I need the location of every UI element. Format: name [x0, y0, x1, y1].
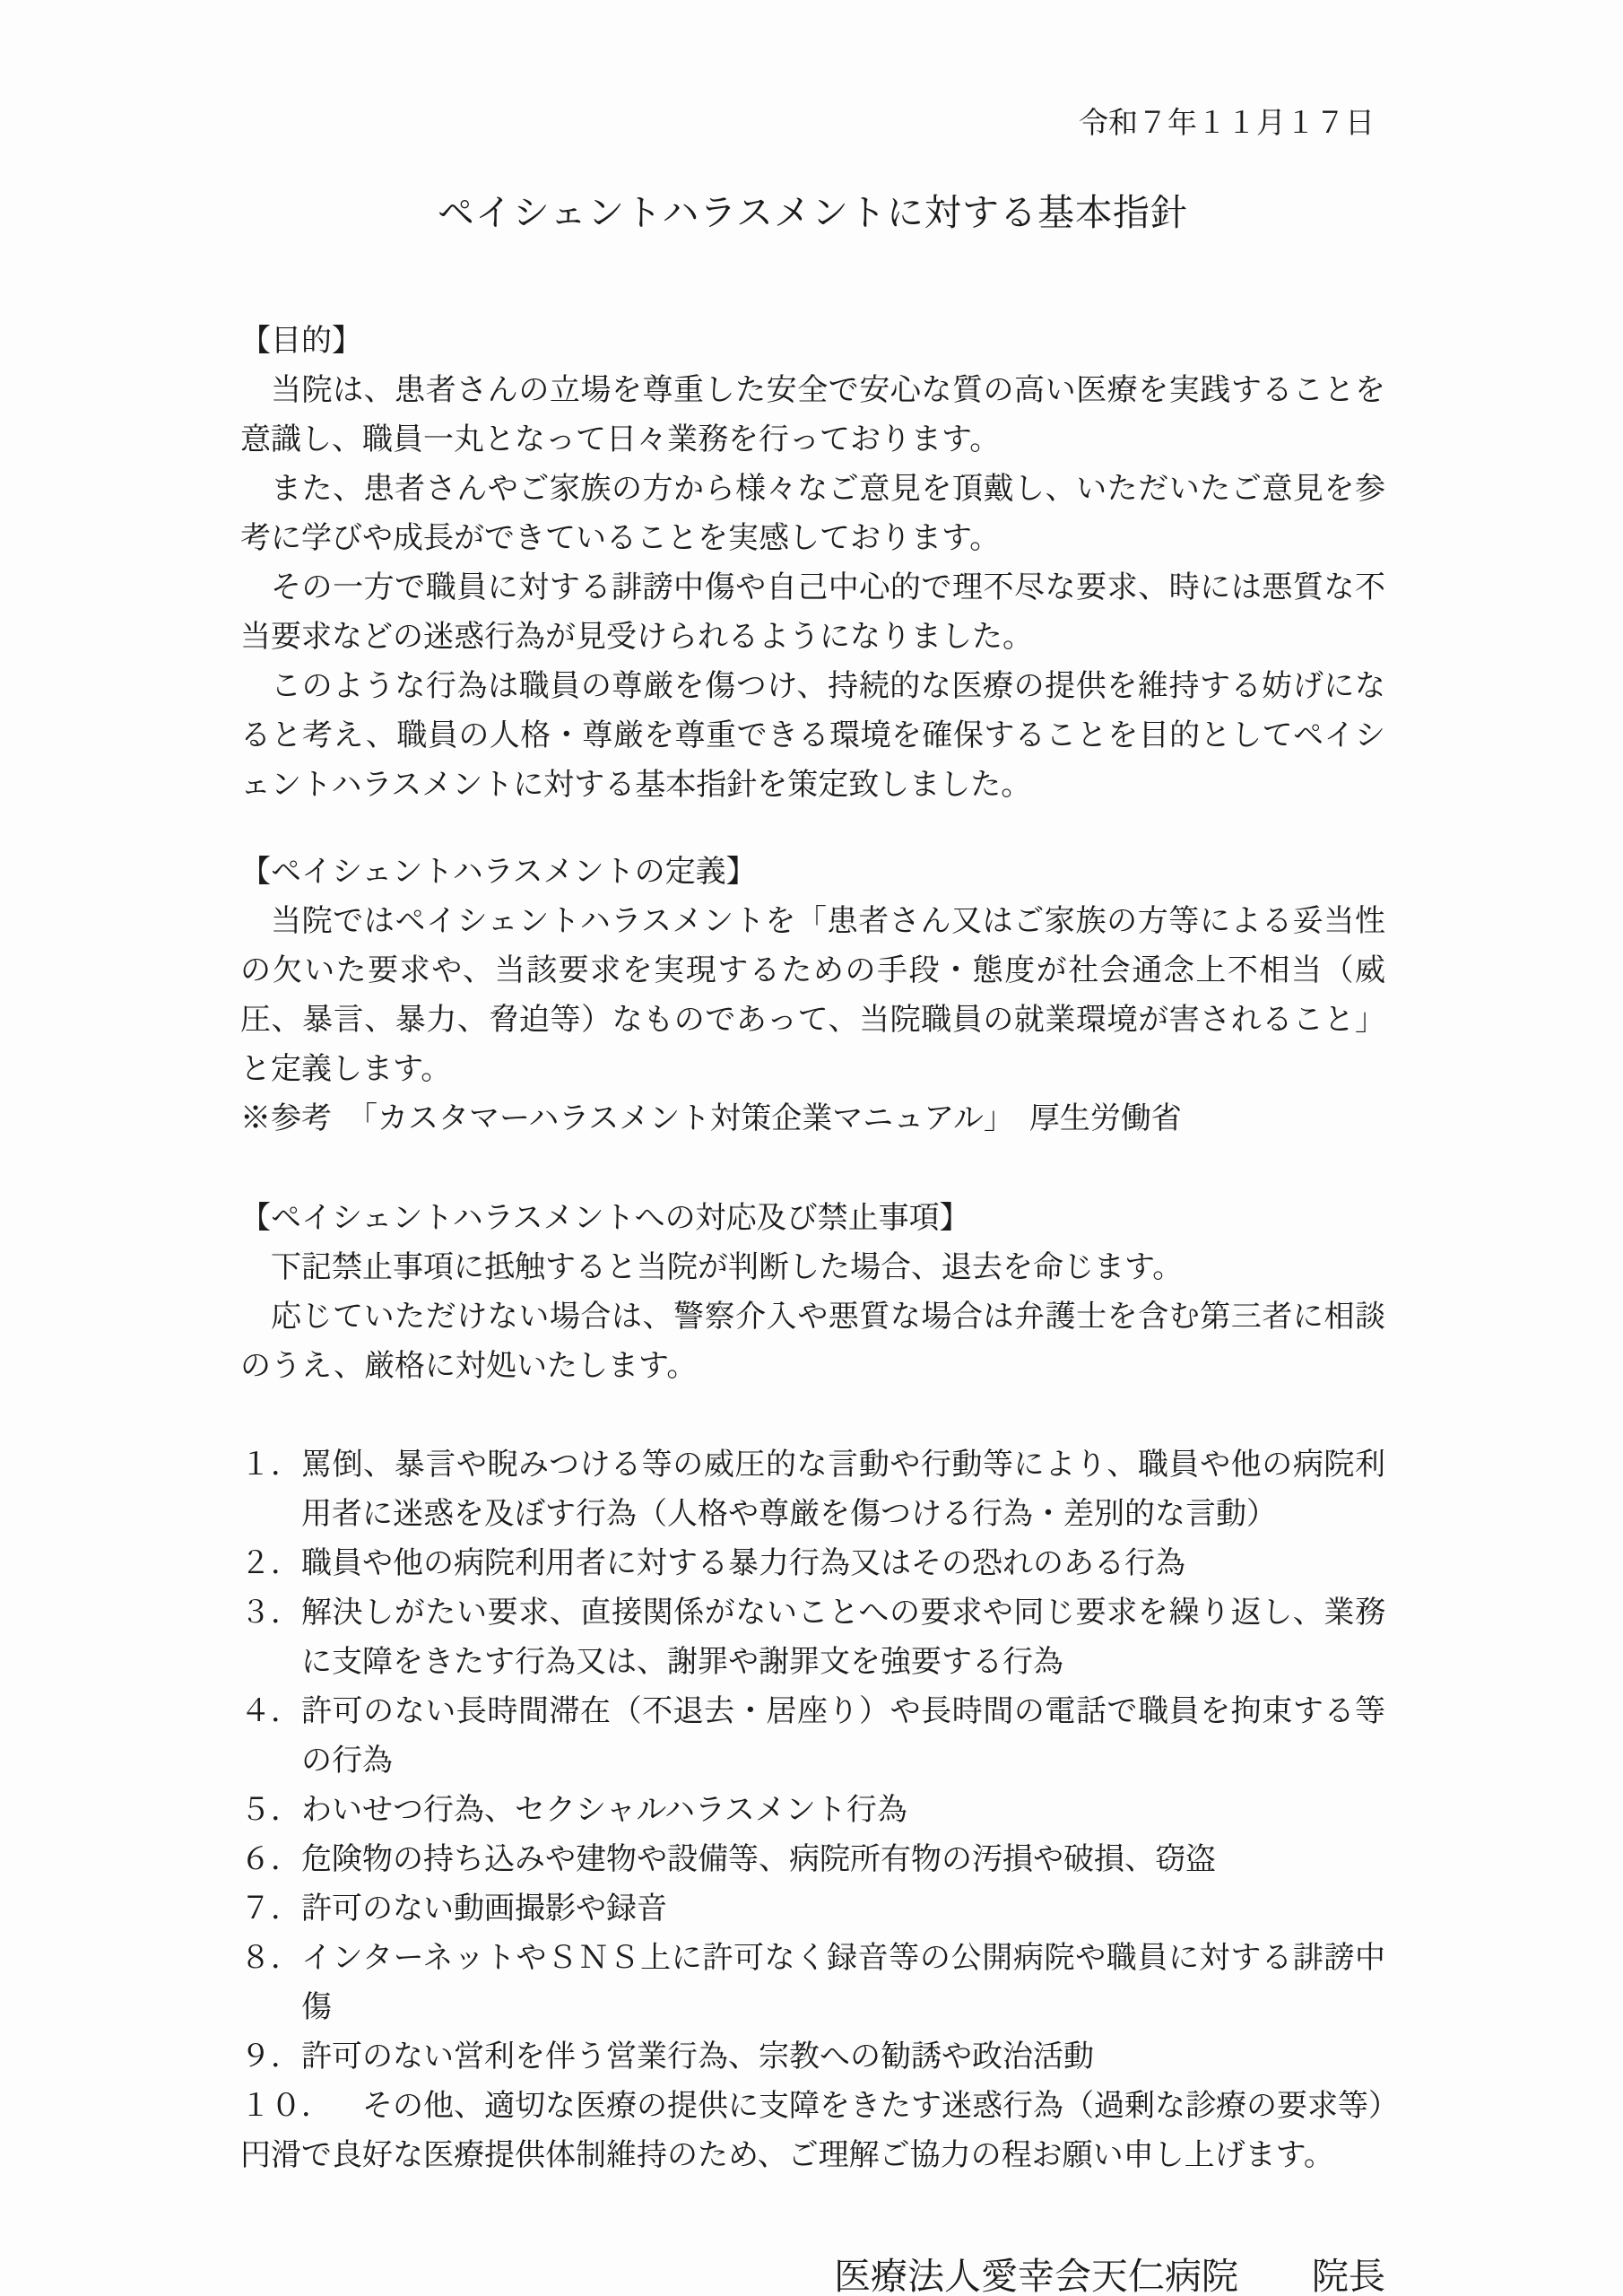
- list-item: [240, 1786, 1385, 1835]
- list-item-text: 許可のない長時間滞在（不退去・居座り）や長時間の電話で職員を拘束する等の行為: [301, 1695, 1385, 1778]
- list-item-number: ３．: [240, 1596, 301, 1630]
- list-item-text: 職員や他の病院利用者に対する暴力行為又はその恐れのある行為: [301, 1547, 1185, 1580]
- signature-line: 医療法人愛幸会天仁病院 院長: [834, 2256, 1385, 2296]
- list-item-number: ７．: [240, 1892, 301, 1926]
- paragraph: また、患者さんやご家族の方から様々なご意見を頂戴し、いただいたご意見を参考に学びや成長ができていることを実感しております。: [240, 473, 1385, 555]
- list-item-number: ８．: [240, 1942, 301, 1975]
- list-item: [240, 1687, 1385, 1786]
- document-title: ペイシェントハラスメントに対する基本指針: [437, 192, 1189, 233]
- reference-note: ※参考 「カスタマーハラスメント対策企業マニュアル」 厚生労働省: [240, 1102, 1182, 1135]
- list-item-text: その他、適切な医療の提供に支障をきたす迷惑行為（過剰な診療の要求等）: [332, 2090, 1399, 2123]
- list-item: [240, 1884, 1385, 1934]
- list-item-text: 許可のない動画撮影や録音: [301, 1892, 667, 1926]
- paragraph: 応じていただけない場合は、警察介入や悪質な場合は弁護士を含む第三者に相談のうえ、厳格に対処いたします。: [240, 1300, 1385, 1383]
- list-item: [240, 2032, 1385, 2082]
- list-item-text: 罵倒、暴言や睨みつける等の威圧的な言動や行動等により、職員や他の病院利用者に迷惑を及ぼす行為（人格や尊厳を傷つける行為・差別的な言動）: [301, 1448, 1385, 1531]
- list-item: [240, 1934, 1385, 2032]
- list-item: [240, 2082, 1399, 2131]
- list-item-number: ９．: [240, 2040, 301, 2074]
- list-item: [240, 1835, 1385, 1884]
- paragraph: 下記禁止事項に抵触すると当院が判断した場合、退去を命じます。: [271, 1251, 1184, 1284]
- section-response-prohibitions: [240, 1194, 1385, 1391]
- section-definition: [240, 848, 1385, 1144]
- document-date: 令和７年１１月１７日: [1079, 108, 1375, 140]
- list-item-text: 危険物の持ち込みや建物や設備等、病院所有物の汚損や破損、窃盗: [301, 1843, 1216, 1876]
- list-item: [240, 1539, 1385, 1588]
- list-item: [240, 1588, 1385, 1687]
- section-heading: 【ペイシェントハラスメントへの対応及び禁止事項】: [240, 1202, 970, 1235]
- list-item-text: 解決しがたい要求、直接関係がないことへの要求や同じ要求を繰り返し、業務に支障をきたす行為又は、謝罪や謝罪文を強要する行為: [301, 1596, 1385, 1679]
- section-heading: 【ペイシェントハラスメントの定義】: [240, 856, 757, 889]
- list-item-number: ６．: [240, 1843, 301, 1876]
- section-heading: 【目的】: [240, 325, 362, 358]
- list-item-text: 許可のない営利を伴う営業行為、宗教への勧誘や政治活動: [301, 2040, 1094, 2074]
- list-item-number: １０．: [240, 2090, 332, 2123]
- list-item-number: ５．: [240, 1794, 301, 1827]
- list-item: [240, 1440, 1385, 1539]
- paragraph: 当院は、患者さんの立場を尊重した安全で安心な質の高い医療を実践することを意識し、職員一丸となって日々業務を行っております。: [240, 374, 1385, 457]
- section-purpose: [240, 317, 1385, 810]
- paragraph: 当院ではペイシェントハラスメントを「患者さん又はご家族の方等による妥当性の欠いた要求や、当該要求を実現するための手段・態度が社会通念上不相当（威圧、暴言、暴力、脅迫等）なものであって、当院職員の就業環境が害されること」と定義します。: [240, 905, 1385, 1086]
- list-item-text: インターネットやＳＮＳ上に許可なく録音等の公開病院や職員に対する誹謗中傷: [301, 1942, 1385, 2024]
- list-item-number: ２．: [240, 1547, 301, 1580]
- list-item-number: ４．: [240, 1695, 301, 1728]
- list-item-number: １．: [240, 1448, 301, 1482]
- closing-remark: 円滑で良好な医療提供体制維持のため、ご理解ご協力の程お願い申し上げます。: [240, 2139, 1334, 2172]
- prohibited-items-list: [240, 1440, 1399, 2131]
- list-item-text: わいせつ行為、セクシャルハラスメント行為: [301, 1794, 907, 1827]
- paragraph: このような行為は職員の尊厳を傷つけ、持続的な医療の提供を維持する妨げになると考え、職員の人格・尊厳を尊重できる環境を確保することを目的としてペイシェントハラスメントに対する基本指針を策定致しました。: [240, 670, 1385, 802]
- paragraph: その一方で職員に対する誹謗中傷や自己中心的で理不尽な要求、時には悪質な不当要求などの迷惑行為が見受けられるようになりました。: [240, 571, 1385, 654]
